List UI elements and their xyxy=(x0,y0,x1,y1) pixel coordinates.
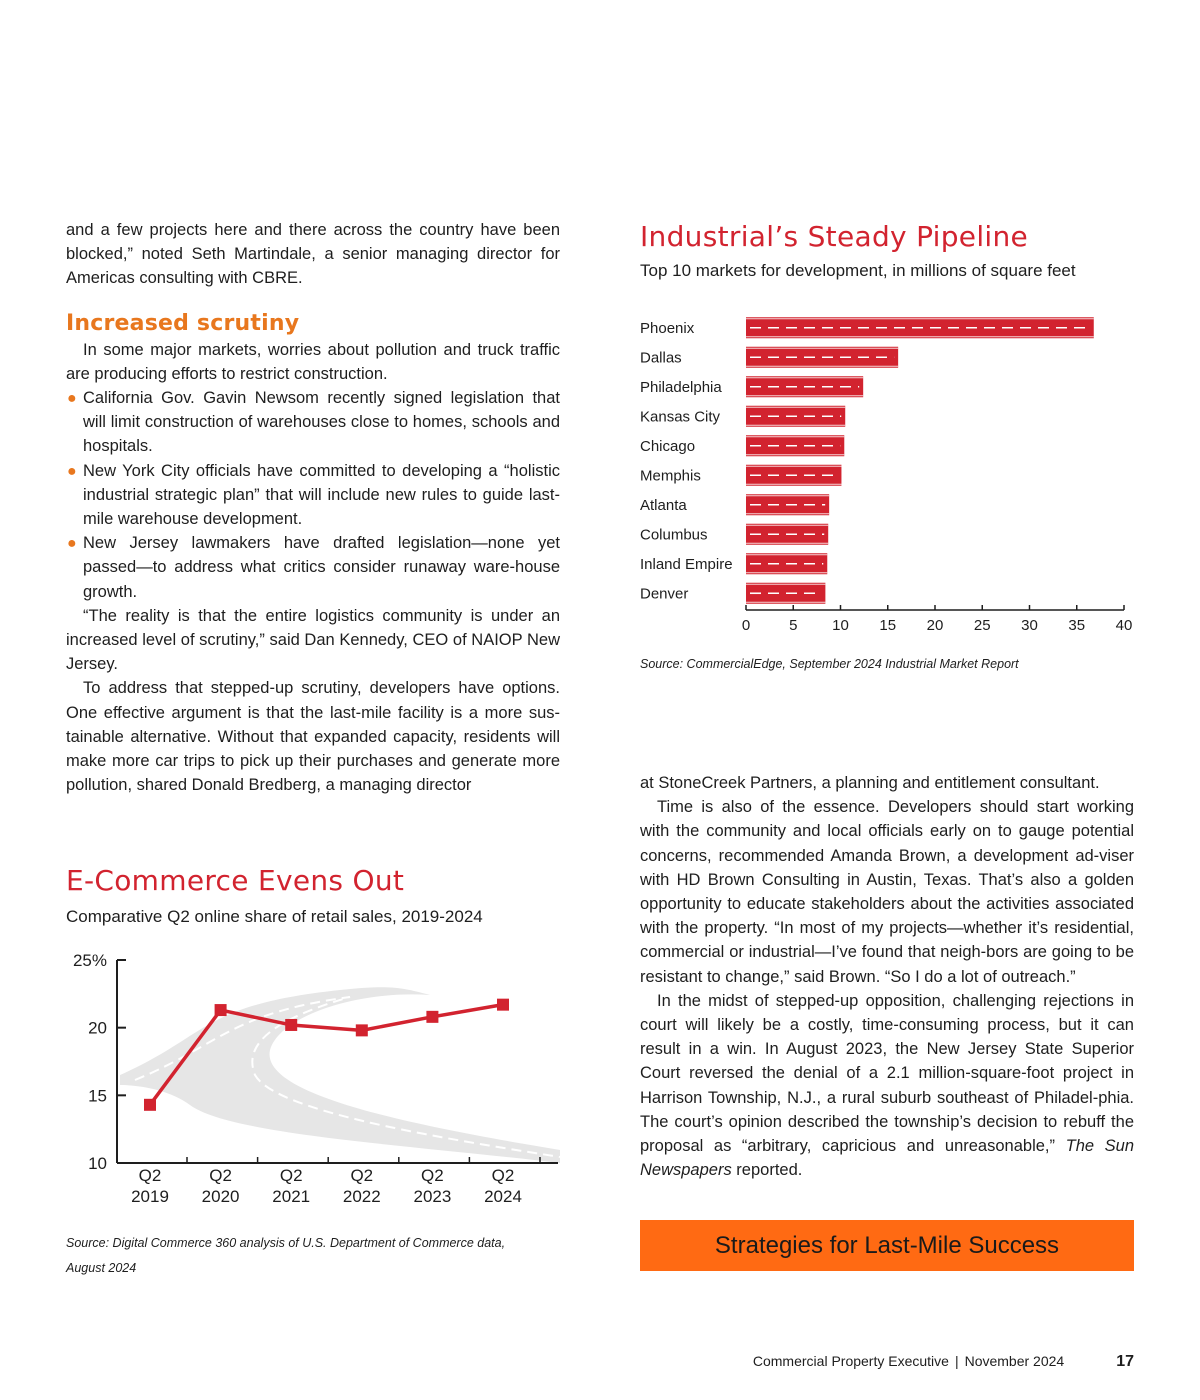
line-point-marker xyxy=(144,1099,156,1111)
paragraph: To address that stepped-up scrutiny, developers have options. One effective argument is that the last-mile facility is a more sus-tainable alternative. Without that expanded capacity, residents will make more car trips to pick up their purchases and generate more pollution, shared Donald Bredberg, a managing director xyxy=(66,679,560,795)
line-y-tick-label: 15 xyxy=(88,1086,107,1106)
bar-x-tick-label: 35 xyxy=(1068,617,1086,634)
bar-category-label: Dallas xyxy=(640,349,682,367)
publication-name: The Sun Newspapers xyxy=(640,1137,1135,1180)
bullet-list xyxy=(66,386,560,604)
line-y-tick-label: 10 xyxy=(88,1154,107,1173)
intro-paragraph: and a few projects here and there across the country have been blocked,” noted Seth Martindale, a senior managing director for Americas consulting with CBRE. xyxy=(66,221,560,288)
bar-x-tick-label: 15 xyxy=(879,617,897,634)
bar-x-tick-label: 20 xyxy=(926,617,944,634)
bullet-dot-icon: ● xyxy=(67,390,77,408)
bar-category-label: Denver xyxy=(640,585,689,603)
bullet-dot-icon: ● xyxy=(67,535,77,553)
line-x-tick-label: 2021 xyxy=(272,1187,311,1206)
line-point-marker xyxy=(426,1011,438,1023)
bar-chart xyxy=(636,305,1136,645)
section-heading: Increased scrutiny xyxy=(66,310,300,336)
bar-x-tick-label: 0 xyxy=(741,617,751,634)
line-point-marker xyxy=(497,999,509,1011)
bar-x-tick-label: 40 xyxy=(1115,617,1133,634)
line-chart-source xyxy=(66,1231,505,1281)
line-x-tick-label: Q2 xyxy=(138,1166,162,1185)
bar-x-tick-label: 25 xyxy=(973,617,991,634)
footer-issue: November 2024 xyxy=(964,1353,1065,1369)
page-footer xyxy=(600,1353,1134,1371)
bar-x-tick-label: 30 xyxy=(1021,617,1038,634)
right-article-column xyxy=(640,771,1134,1182)
bullet-item: ● New York City officials have committed to developing a “holistic industrial strategic plan” that will include new rules to guide last-mile warehouse development. xyxy=(67,461,560,529)
bar-chart-title: Industrial’s Steady Pipeline xyxy=(640,220,1029,253)
bar-category-label: Columbus xyxy=(640,526,708,544)
bullet-dot-icon: ● xyxy=(67,462,77,480)
bar-chart-subtitle: Top 10 markets for development, in millions of square feet xyxy=(640,261,1076,280)
paragraph: In the midst of stepped-up opposition, challenging rejections in court will likely be a costly, time-consuming process, but it can result in a win. In August 2023, the New Jersey State Superior Court reversed the denial of a 2.1 million-square-foot project in Harrison Township, N.J., a rural suburb southeast of Philadel-phia. The court’s opinion described the township’s decision to rebuff the proposal as “arbitrary, capricious and unreasonable,” The Sun Newspapers reported. xyxy=(640,991,1135,1180)
bar-x-tick-label: 10 xyxy=(832,617,849,634)
line-x-tick-label: Q2 xyxy=(350,1166,374,1185)
left-article-column xyxy=(66,218,560,797)
line-chart-title: E-Commerce Evens Out xyxy=(66,864,405,897)
line-x-tick-label: Q2 xyxy=(209,1166,232,1185)
bar-chart-block xyxy=(640,220,1134,281)
line-x-tick-label: 2019 xyxy=(131,1187,169,1206)
line-chart-source-line: Source: Digital Commerce 360 analysis of U.S. Department of Commerce data, xyxy=(66,1236,506,1250)
strategies-banner: Strategies for Last-Mile Success xyxy=(640,1220,1134,1271)
footer-publication: Commercial Property Executive xyxy=(752,1353,949,1369)
bar-category-label: Kansas City xyxy=(640,408,721,426)
paragraph: “The reality is that the entire logistics community is under an increased level of scrutiny,” said Dan Kennedy, CEO of NAIOP New Jersey. xyxy=(66,606,560,674)
bar-chart-source: Source: CommercialEdge, September 2024 Industrial Market Report xyxy=(640,657,1019,671)
bar-category-label: Philadelphia xyxy=(640,378,722,396)
line-point-marker xyxy=(215,1004,227,1016)
bar-category-label: Inland Empire xyxy=(640,555,733,573)
bar-category-label: Phoenix xyxy=(640,319,695,337)
road-illustration xyxy=(120,987,560,1163)
line-chart xyxy=(60,945,570,1215)
line-y-tick-label: 20 xyxy=(88,1018,107,1038)
paragraph: In some major markets, worries about pollution and truck traffic are producing efforts to restrict construction. xyxy=(66,340,560,383)
line-y-tick-label: 25% xyxy=(72,951,107,970)
bar-category-label: Chicago xyxy=(640,437,696,455)
road-shape xyxy=(120,987,560,1163)
line-point-marker xyxy=(356,1024,368,1036)
line-chart-subtitle: Comparative Q2 online share of retail sales, 2019-2024 xyxy=(66,907,483,926)
line-x-tick-label: 2022 xyxy=(342,1187,381,1206)
bar-category-label: Atlanta xyxy=(640,496,687,514)
page-number: 17 xyxy=(1116,1353,1134,1370)
bar-x-tick-label: 5 xyxy=(789,617,798,634)
paragraph: Time is also of the essence. Developers should start working with the community and local officials early on to gauge potential concerns, recommended Amanda Brown, a development ad-viser with HD Brown Consulting in Austin, Texas. That’s also a golden opportunity to educate stakeholders about the activities associated with the property. “In most of my projects—whether it’s residential, commercial or industrial—I’ve found that neigh-bors are going to be resistant to change,” said Brown. “So I do a lot of outreach.” xyxy=(640,798,1134,986)
line-x-tick-label: 2020 xyxy=(201,1187,240,1206)
line-point-marker xyxy=(285,1019,297,1031)
bullet-item: ● California Gov. Gavin Newsom recently signed legislation that will limit construction of warehouses close to homes, schools and hospitals. xyxy=(67,389,560,456)
line-x-tick-label: 2024 xyxy=(484,1187,522,1206)
line-x-tick-label: 2023 xyxy=(413,1187,452,1206)
footer-separator: | xyxy=(954,1353,959,1369)
line-x-tick-label: Q2 xyxy=(491,1166,515,1185)
line-x-tick-label: Q2 xyxy=(421,1166,444,1185)
paragraph: at StoneCreek Partners, a planning and entitlement consultant. xyxy=(640,774,1100,792)
bullet-item: ● New Jersey lawmakers have drafted legislation—none yet passed—to address what critics consider runaway ware-house growth. xyxy=(67,534,560,601)
line-chart-source-line: August 2024 xyxy=(66,1261,137,1275)
line-x-tick-label: Q2 xyxy=(279,1166,303,1185)
bar-category-label: Memphis xyxy=(640,467,701,485)
line-chart-block xyxy=(66,864,560,927)
